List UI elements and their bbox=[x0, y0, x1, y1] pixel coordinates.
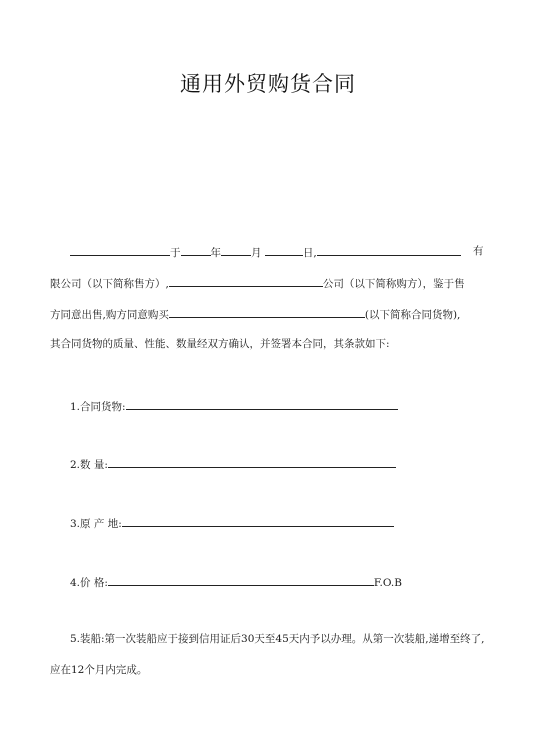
year-blank bbox=[181, 244, 211, 256]
preamble-line-3 bbox=[50, 306, 460, 322]
preamble-yu: 于 bbox=[170, 247, 181, 259]
preamble-line-1-end: 有 bbox=[473, 245, 484, 257]
clause-price-blank bbox=[108, 574, 374, 586]
document-title: 通用外贸购货合同 bbox=[180, 72, 356, 96]
preamble-seller-company: 限公司（以下简称售方）, bbox=[50, 278, 169, 290]
preamble-goods-abbr: (以下简称合同货物), bbox=[364, 309, 461, 321]
preamble-line-4: 其合同货物的质量、性能、数量经双方确认，并签署本合同，其条款如下: bbox=[50, 338, 390, 350]
party-name-blank bbox=[70, 244, 170, 256]
clause-shipment-line-1: 5.装船:第一次装船应于接到信用证后30天至45天内予以办理。从第一次装船,递增至终了, bbox=[70, 633, 485, 645]
preamble-ri: 日, bbox=[302, 247, 317, 259]
preamble-line-1 bbox=[70, 244, 461, 260]
preamble-yue: 月 bbox=[251, 247, 262, 259]
preamble-agree: 方同意出售,购方同意购买 bbox=[50, 309, 169, 321]
clause-origin bbox=[70, 515, 394, 531]
clause-price-suffix: F.O.B bbox=[373, 577, 402, 589]
clause-origin-blank bbox=[122, 515, 394, 527]
seller-company-blank bbox=[317, 244, 461, 256]
month-blank bbox=[221, 244, 251, 256]
clause-price-label: 4.价 格: bbox=[70, 577, 108, 589]
clause-shipment-line-2: 应在12个月内完成。 bbox=[50, 664, 148, 676]
clause-goods-blank bbox=[126, 398, 398, 410]
clause-origin-label: 3.原 产 地: bbox=[70, 518, 122, 530]
clause-quantity-label: 2.数 量: bbox=[70, 459, 108, 471]
goods-name-blank bbox=[169, 306, 365, 318]
clause-goods-label: 1.合同货物: bbox=[70, 401, 126, 413]
day-blank bbox=[265, 244, 303, 256]
preamble-buyer-company: 公司（以下简称购方），鉴于售 bbox=[322, 278, 465, 290]
clause-quantity bbox=[70, 456, 396, 472]
clause-quantity-blank bbox=[108, 456, 396, 468]
clause-goods bbox=[70, 398, 398, 414]
preamble-nian: 年 bbox=[210, 247, 221, 259]
clause-price bbox=[70, 574, 402, 590]
buyer-company-blank bbox=[169, 275, 323, 287]
preamble-line-2 bbox=[50, 275, 465, 291]
